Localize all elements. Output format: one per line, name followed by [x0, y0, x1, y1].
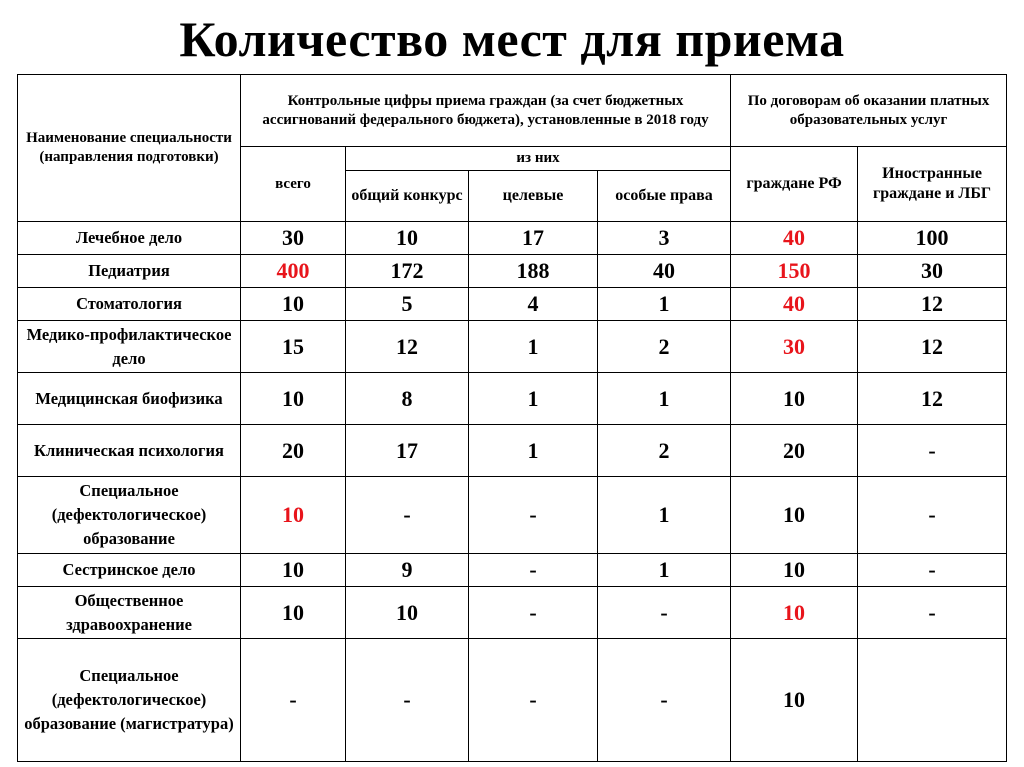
value-cell: 10	[241, 554, 346, 587]
value-cell: 10	[731, 639, 858, 762]
value-cell: -	[346, 639, 469, 762]
value-cell	[858, 639, 1007, 762]
specialty-name-cell: Лечебное дело	[18, 222, 241, 255]
admission-places-table	[17, 74, 1007, 762]
value-cell: 8	[346, 373, 469, 425]
header-rf-citizens: граждане РФ	[731, 147, 858, 222]
page-title: Количество мест для приема	[179, 11, 845, 67]
value-cell: 20	[241, 425, 346, 477]
value-cell: 12	[346, 321, 469, 373]
table-row	[18, 639, 1007, 762]
specialty-name-cell: Стоматология	[18, 288, 241, 321]
value-cell: -	[241, 639, 346, 762]
value-cell: 10	[731, 373, 858, 425]
value-cell: 10	[731, 587, 858, 639]
specialty-name-cell: Специальное (дефектологическое) образование (магистратура)	[18, 639, 241, 762]
value-cell: 40	[598, 255, 731, 288]
value-cell: 1	[598, 288, 731, 321]
value-cell: -	[469, 477, 598, 554]
table-row	[18, 425, 1007, 477]
value-cell: 10	[241, 477, 346, 554]
value-cell: 1	[598, 373, 731, 425]
table-row	[18, 554, 1007, 587]
value-cell: 1	[469, 321, 598, 373]
value-cell: -	[598, 587, 731, 639]
value-cell: -	[858, 477, 1007, 554]
value-cell: 400	[241, 255, 346, 288]
value-cell: -	[346, 477, 469, 554]
value-cell: 12	[858, 321, 1007, 373]
header-budget-group: Контрольные цифры приема граждан (за счет бюджетных ассигнований федерального бюджета), установленные в 2018 году	[241, 75, 731, 147]
value-cell: 30	[731, 321, 858, 373]
table-row	[18, 587, 1007, 639]
table-row	[18, 373, 1007, 425]
header-total: всего	[241, 147, 346, 222]
value-cell: 188	[469, 255, 598, 288]
value-cell: 5	[346, 288, 469, 321]
value-cell: -	[858, 425, 1007, 477]
value-cell: -	[598, 639, 731, 762]
value-cell: -	[858, 554, 1007, 587]
value-cell: 30	[858, 255, 1007, 288]
header-of-them: из них	[346, 147, 731, 171]
value-cell: 4	[469, 288, 598, 321]
value-cell: 150	[731, 255, 858, 288]
header-special-rights: особые права	[598, 171, 731, 222]
table-row	[18, 222, 1007, 255]
specialty-name-cell: Медицинская биофизика	[18, 373, 241, 425]
specialty-name-cell: Сестринское дело	[18, 554, 241, 587]
value-cell: -	[469, 587, 598, 639]
value-cell: 17	[469, 222, 598, 255]
value-cell: 172	[346, 255, 469, 288]
value-cell: 100	[858, 222, 1007, 255]
header-targeted: целевые	[469, 171, 598, 222]
specialty-name-cell: Медико-профилактическое дело	[18, 321, 241, 373]
value-cell: 10	[346, 222, 469, 255]
value-cell: -	[858, 587, 1007, 639]
value-cell: 20	[731, 425, 858, 477]
header-paid-group: По договорам об оказании платных образовательных услуг	[731, 75, 1007, 147]
value-cell: 1	[469, 373, 598, 425]
value-cell: 12	[858, 373, 1007, 425]
header-general-competition: общий конкурс	[346, 171, 469, 222]
header-foreign-citizens: Иностранные граждане и ЛБГ	[858, 147, 1007, 222]
value-cell: 17	[346, 425, 469, 477]
value-cell: 30	[241, 222, 346, 255]
specialty-name-cell: Общественное здравоохранение	[18, 587, 241, 639]
value-cell: -	[469, 554, 598, 587]
specialty-name-cell: Специальное (дефектологическое) образование	[18, 477, 241, 554]
table-row	[18, 321, 1007, 373]
value-cell: -	[469, 639, 598, 762]
value-cell: 2	[598, 425, 731, 477]
value-cell: 10	[731, 477, 858, 554]
value-cell: 10	[241, 587, 346, 639]
value-cell: 9	[346, 554, 469, 587]
table-row	[18, 255, 1007, 288]
value-cell: 1	[598, 477, 731, 554]
value-cell: 1	[469, 425, 598, 477]
value-cell: 10	[346, 587, 469, 639]
value-cell: 10	[731, 554, 858, 587]
table-row	[18, 477, 1007, 554]
value-cell: 3	[598, 222, 731, 255]
value-cell: 1	[598, 554, 731, 587]
value-cell: 40	[731, 288, 858, 321]
value-cell: 40	[731, 222, 858, 255]
table-row	[18, 288, 1007, 321]
value-cell: 10	[241, 288, 346, 321]
value-cell: 12	[858, 288, 1007, 321]
value-cell: 10	[241, 373, 346, 425]
header-specialty-name: Наименование специальности (направления подготовки)	[18, 75, 241, 222]
value-cell: 2	[598, 321, 731, 373]
value-cell: 15	[241, 321, 346, 373]
specialty-name-cell: Педиатрия	[18, 255, 241, 288]
specialty-name-cell: Клиническая психология	[18, 425, 241, 477]
